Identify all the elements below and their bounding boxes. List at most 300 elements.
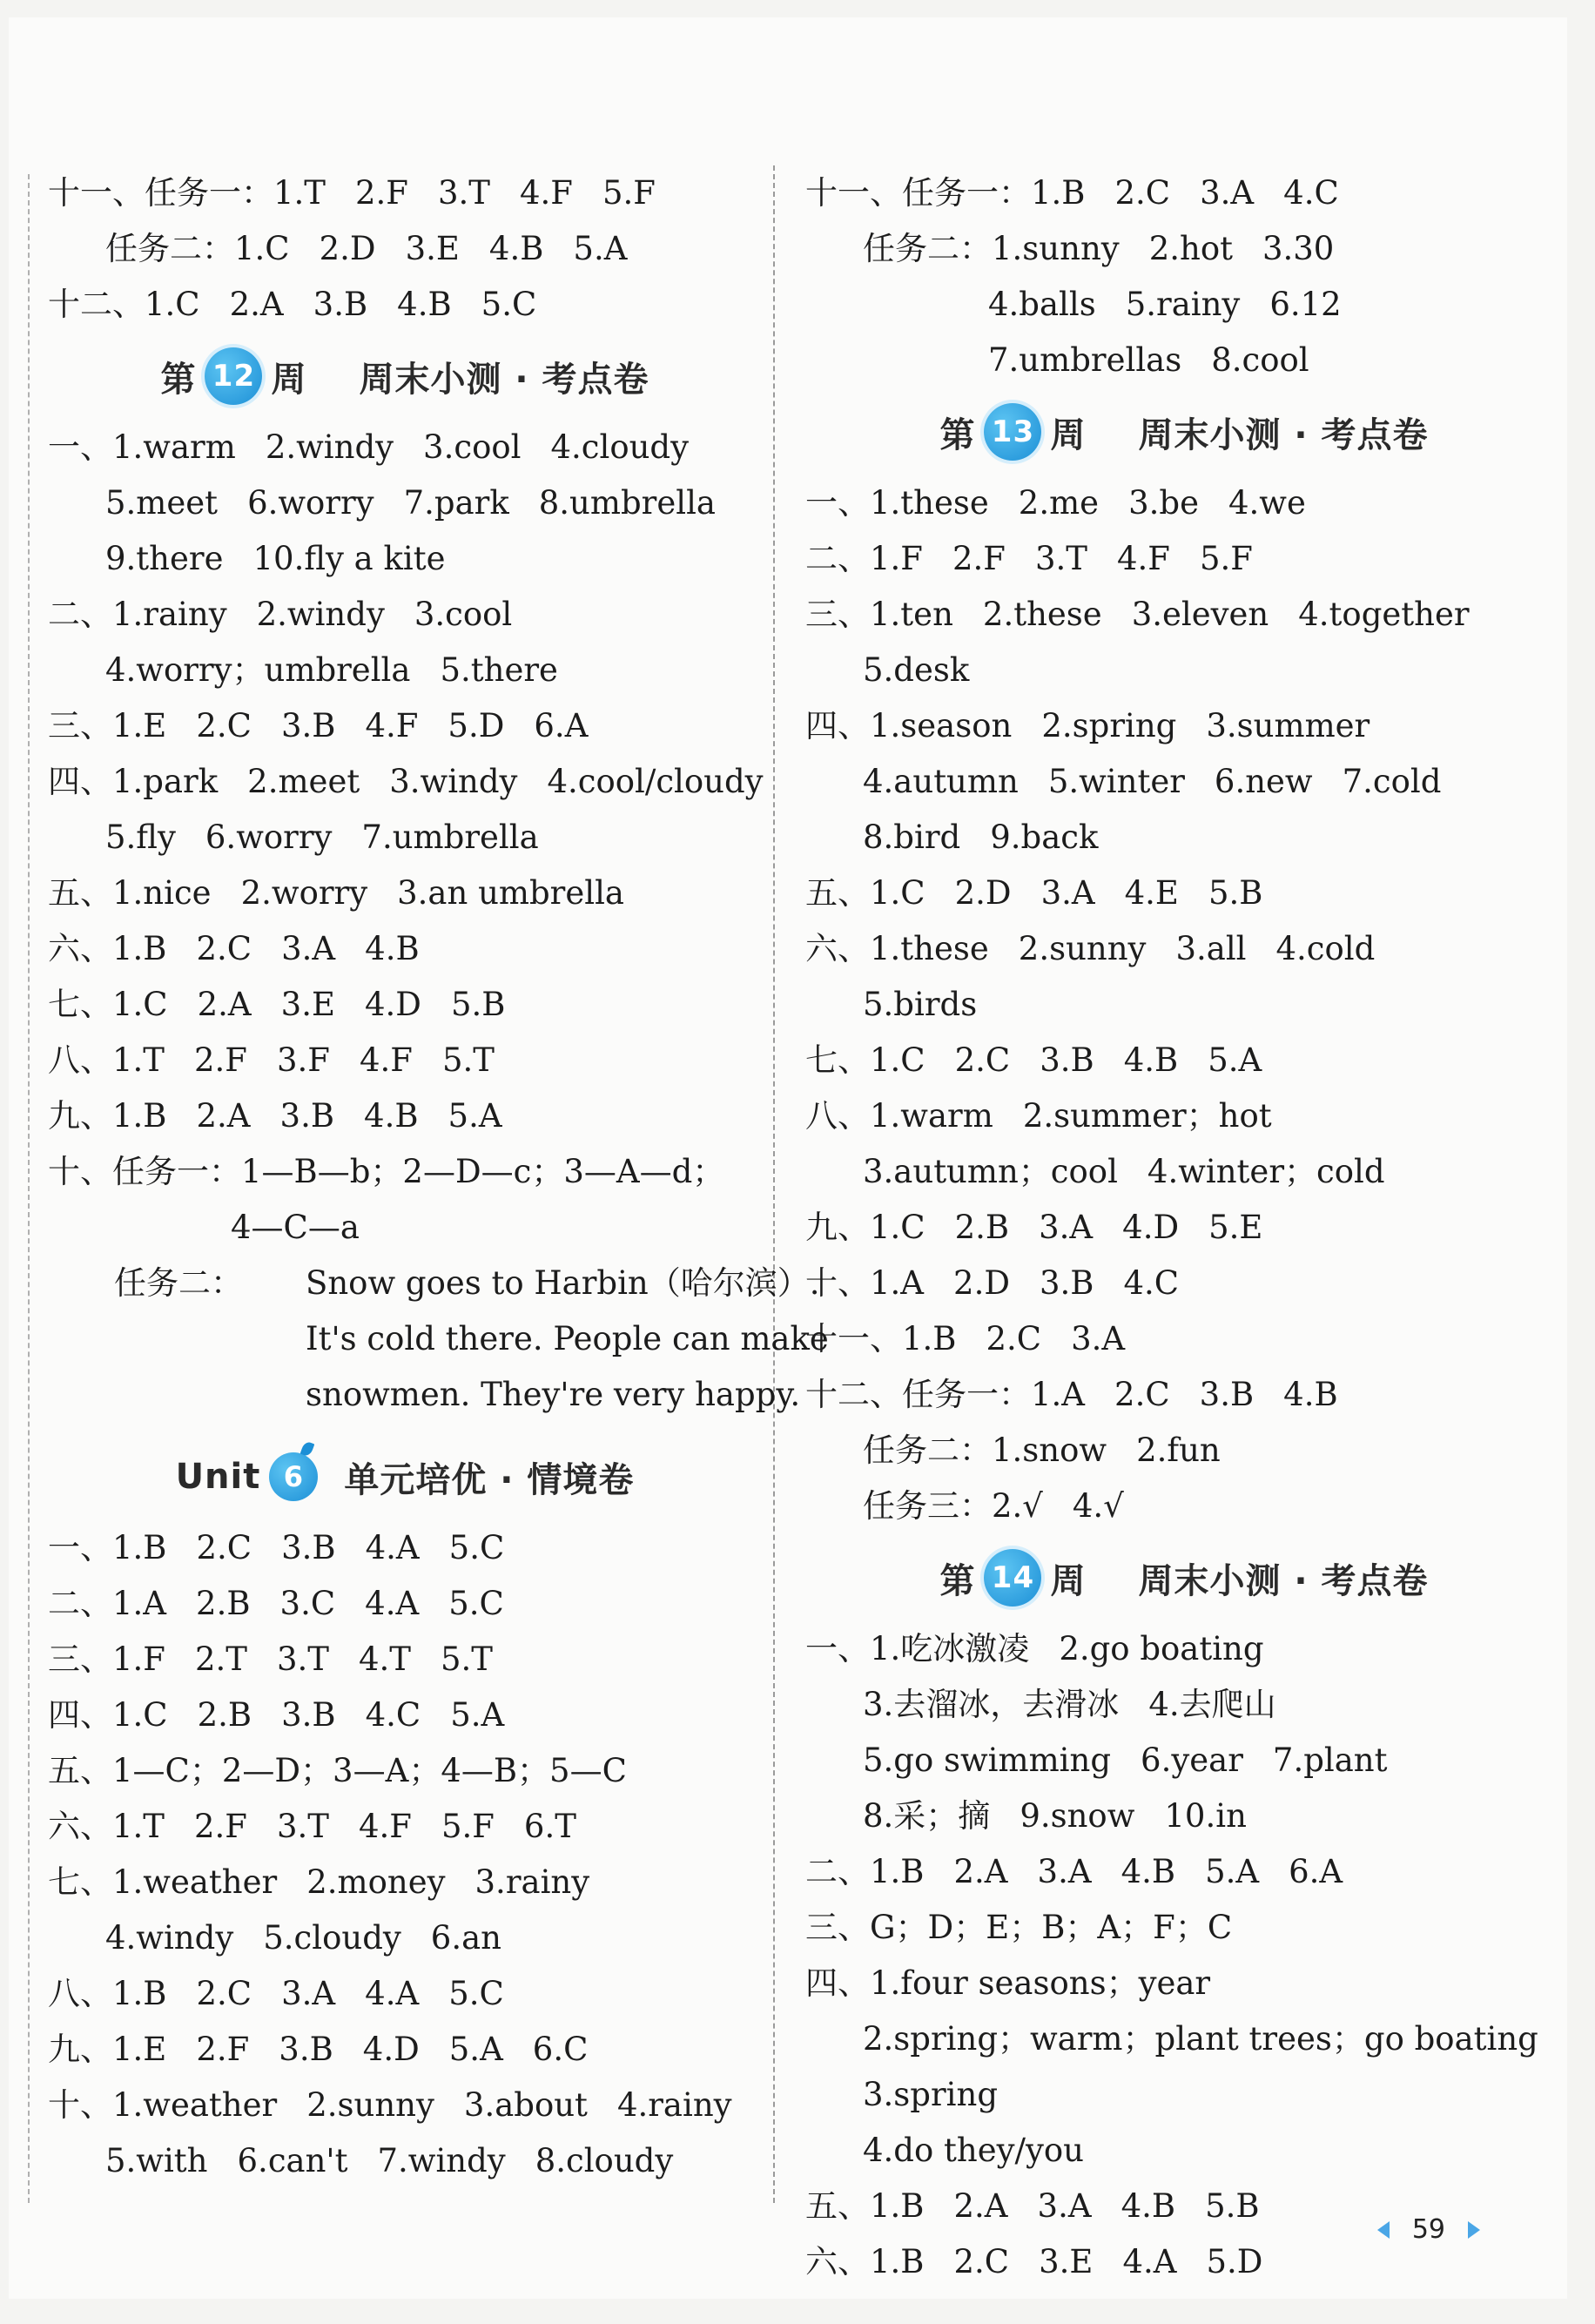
answer-line: [48, 420, 762, 475]
left-column: [48, 165, 829, 2189]
answer-line: [48, 866, 762, 921]
answer-line: [48, 165, 762, 221]
page-number: 59: [1411, 2214, 1445, 2245]
answer-item: 5.D: [448, 707, 505, 744]
answer-item: 6.A: [1289, 1853, 1343, 1890]
answer-item: 3.about: [463, 2086, 588, 2124]
answer-item: 1.A: [870, 1264, 925, 1302]
answer-item: 1.B: [112, 930, 167, 967]
answer-item: 3.E: [405, 230, 460, 267]
answer-item: 3.cool: [414, 596, 513, 633]
answer-line: [805, 810, 1563, 866]
answer-item: 2.C: [196, 707, 252, 744]
answer-item: 3.A: [1071, 1320, 1126, 1357]
section-label: 一、: [805, 1630, 870, 1667]
answer-item: 1.C: [145, 286, 200, 323]
answer-item: 4.windy: [105, 1919, 234, 1957]
answer-item: 4.B: [397, 286, 452, 323]
answer-item: 5.C: [448, 1529, 505, 1566]
answer-line: [48, 587, 762, 643]
section-label: 一、: [48, 1529, 112, 1566]
answer-item: 1.E: [112, 707, 167, 744]
section-label: 六、: [48, 1808, 112, 1845]
answer-item: 4.E: [1124, 874, 1179, 912]
answer-line: [805, 1788, 1563, 1844]
answer-item: 2.B: [196, 1585, 251, 1622]
answer-item: 5.B: [450, 986, 506, 1023]
answer-item: 4.B: [488, 230, 544, 267]
answer-item: 5.there: [440, 651, 558, 689]
answer-item: 1.F: [112, 1640, 165, 1678]
answer-item: 4.C: [1123, 1264, 1180, 1302]
answer-line: [805, 866, 1563, 921]
answer-line: [48, 921, 762, 977]
answer-item: 5.rainy: [1125, 286, 1241, 323]
answer-item: 2.F: [196, 2031, 250, 2068]
answer-item: 5.A: [448, 1097, 502, 1135]
answer-item: 3.30: [1262, 230, 1335, 267]
answer-item: 3.B: [281, 1696, 336, 1734]
answer-item: 2.√: [992, 1487, 1043, 1525]
answer-line: [805, 1088, 1563, 1144]
answer-item: 1.rainy: [112, 596, 227, 633]
section-label: 七、: [48, 1863, 112, 1901]
answer-item: 4.B: [1121, 1853, 1176, 1890]
answer-line: [48, 977, 762, 1033]
answer-item: 2.C: [986, 1320, 1042, 1357]
answer-item: 5.fly: [105, 818, 176, 856]
answer-item: 1.sunny: [992, 230, 1120, 267]
week-number-badge: 14: [984, 1549, 1041, 1607]
section-label: 十二、任务一：: [805, 1376, 1031, 1413]
answer-item: 1.B: [870, 2187, 925, 2225]
answer-item: 2.A: [953, 1853, 1008, 1890]
section-label: 十、: [48, 2086, 112, 2124]
answer-item: 2.A: [953, 2187, 1008, 2225]
answer-line: [48, 1966, 762, 2022]
section-label: 五、: [48, 874, 112, 912]
answer-line: [805, 2123, 1563, 2179]
answer-line: [805, 1256, 1563, 1311]
answer-line: [805, 1033, 1563, 1088]
answer-item: 1.E: [112, 2031, 167, 2068]
section-label: 任务二：: [863, 1431, 992, 1469]
section-label: 十、任务一：: [48, 1153, 241, 1190]
answer-item: 4.C: [1283, 174, 1339, 212]
answer-item: 1.C: [870, 874, 925, 912]
answer-item: 3.A: [1039, 1209, 1094, 1246]
answer-item: 5.F: [1199, 540, 1253, 577]
answer-line: [805, 1423, 1563, 1479]
answer-item: 2.A: [229, 286, 284, 323]
answer-item: G；D；E；B；A；F；C: [870, 1909, 1233, 1946]
answer-item: 2.summer；hot: [1022, 1097, 1272, 1135]
answer-item: 2.meet: [247, 763, 360, 800]
answer-item: 4.F: [1116, 540, 1170, 577]
answer-item: 1.weather: [112, 1863, 278, 1901]
answer-line: [805, 1311, 1563, 1367]
answer-line: [48, 643, 762, 698]
answer-item: 1.nice: [112, 874, 212, 912]
answer-item: 4.B: [1123, 1041, 1179, 1079]
answer-item: 9.snow: [1020, 1797, 1135, 1835]
answer-item: 7.umbrellas: [988, 341, 1182, 379]
answer-line: [805, 531, 1563, 587]
answer-item: 1.ten: [870, 596, 953, 633]
answer-item: 2.D: [953, 1264, 1010, 1302]
answer-item: 4.rainy: [616, 2086, 732, 2124]
answer-item: 4.F: [519, 174, 573, 212]
answer-item: 3.T: [276, 1640, 329, 1678]
answer-line: [805, 1200, 1563, 1256]
answer-line: [805, 587, 1563, 643]
answer-item: 5.B: [1205, 2187, 1260, 2225]
answer-item: 1.B: [870, 2243, 925, 2280]
answer-item: 3.autumn；cool: [863, 1153, 1118, 1190]
section-label: 十一、任务一：: [48, 174, 273, 212]
answer-line: [805, 333, 1563, 388]
answer-item: 2.F: [193, 1041, 247, 1079]
answer-item: 3.eleven: [1131, 596, 1269, 633]
answer-line: [48, 1632, 762, 1687]
section-label: 三、: [805, 596, 870, 633]
answer-item: 6.can't: [237, 2142, 348, 2179]
answer-item: 3.be: [1128, 484, 1199, 522]
answer-line: [48, 2078, 762, 2133]
answer-line: [48, 1743, 762, 1799]
answer-item: 5.with: [105, 2142, 208, 2179]
section-label: 二、: [48, 1585, 112, 1622]
answer-item: 2.sunny: [306, 2086, 434, 2124]
answer-line: [48, 810, 762, 866]
answer-item: 1.these: [870, 930, 989, 967]
answer-item: 6.C: [532, 2031, 589, 2068]
answer-item: 1.F: [870, 540, 923, 577]
answer-item: 1.T: [112, 1041, 165, 1079]
answer-item: 7.windy: [377, 2142, 506, 2179]
answer-item: 5.A: [573, 230, 628, 267]
answer-item: 2.windy: [265, 428, 394, 466]
answer-line: [48, 1088, 762, 1144]
answer-line: [48, 531, 762, 587]
answer-line: [805, 754, 1563, 810]
answer-item: 4—C—a: [231, 1209, 360, 1246]
answer-line: [805, 1900, 1563, 1956]
section-label: 一、: [805, 484, 870, 522]
answer-line: [805, 1844, 1563, 1900]
section-label: 八、: [805, 1097, 870, 1135]
answer-item: 4.cloudy: [550, 428, 690, 466]
answer-item: 1.weather: [112, 2086, 278, 2124]
section-label: 四、: [805, 707, 870, 744]
answer-item: 5.C: [448, 1975, 504, 2012]
section-label: 十一、任务一：: [805, 174, 1031, 212]
answer-line: [805, 475, 1563, 531]
answer-item: 6.an: [430, 1919, 501, 1957]
answer-item: 2.these: [982, 596, 1102, 633]
answer-item: 2.spring；warm；plant trees；go boating: [863, 2020, 1538, 2058]
answer-item: 1.snow: [992, 1431, 1107, 1469]
answer-item: 2.C: [196, 1975, 252, 2012]
answer-line: [805, 1733, 1563, 1788]
page-footer: [1377, 2214, 1480, 2245]
answer-item: 5.F: [602, 174, 656, 212]
answer-item: 7.cold: [1342, 763, 1442, 800]
week-number-badge: 13: [984, 403, 1041, 461]
answer-item: 3.A: [1040, 874, 1095, 912]
section-label: 五、: [48, 1752, 112, 1789]
answer-line: [805, 165, 1563, 221]
answer-item: 1.season: [870, 707, 1013, 744]
answer-line: [805, 643, 1563, 698]
answer-item: 4.together: [1298, 596, 1470, 633]
answer-page: [9, 17, 1567, 2299]
answer-item: 2.F: [193, 1808, 247, 1845]
answer-item: 6.A: [534, 707, 589, 744]
section-label: 十二、: [48, 286, 145, 323]
answer-item: 2.windy: [256, 596, 385, 633]
answer-item: 9.back: [990, 818, 1099, 856]
answer-line: [805, 277, 1563, 333]
section-label: 六、: [48, 930, 112, 967]
answer-item: 5.desk: [863, 651, 970, 689]
answer-item: 3.C: [279, 1585, 336, 1622]
heading-prefix: 第: [160, 359, 197, 400]
section-label: 八、: [48, 1041, 112, 1079]
section-label: 九、: [805, 1209, 870, 1246]
answer-line: [48, 277, 762, 333]
answer-item: 5.C: [481, 286, 537, 323]
answer-line: [805, 1677, 1563, 1733]
answer-item: 4.D: [1122, 1209, 1180, 1246]
answer-item: 2.me: [1018, 484, 1100, 522]
answer-item: 4.B: [1121, 2187, 1176, 2225]
triangle-left-icon: [1377, 2221, 1390, 2239]
answer-line: [805, 1367, 1563, 1423]
answer-item: 5.E: [1208, 1209, 1263, 1246]
answer-line: [805, 2067, 1563, 2123]
answer-item: 1.B: [870, 1853, 925, 1890]
answer-item: 3.B: [280, 707, 336, 744]
answer-line: [48, 221, 762, 277]
section-label: 二、: [805, 540, 870, 577]
answer-item: 1.B: [112, 1529, 167, 1566]
answer-item: 1.C: [870, 1041, 925, 1079]
answer-line: [48, 754, 762, 810]
answer-item: 2.D: [319, 230, 376, 267]
answer-item: 2.C: [1114, 174, 1171, 212]
answer-line: [48, 1144, 762, 1200]
answer-line: [48, 1576, 762, 1632]
answer-item: 3.B: [281, 1529, 336, 1566]
unit-6-heading: [48, 1433, 762, 1520]
answer-item: 1—B—b；2—D—c；3—A—d；: [241, 1153, 725, 1190]
answer-item: 4.cold: [1275, 930, 1376, 967]
task2-paragraph: 任务二： Snow goes to Harbin（哈尔滨）. It's cold there. People can make snowmen. They're very happy.: [114, 1264, 829, 1413]
section-label: 四、: [48, 1696, 112, 1734]
answer-item: 3.E: [280, 986, 335, 1023]
answer-item: 5.A: [1205, 1853, 1260, 1890]
answer-item: 4.F: [365, 707, 419, 744]
answer-item: 4.T: [358, 1640, 411, 1678]
answer-item: 5.winter: [1047, 763, 1185, 800]
section-label: 四、: [805, 1964, 870, 2002]
answer-item: 4.A: [365, 1975, 420, 2012]
answer-item: 3.cool: [423, 428, 522, 466]
answer-item: 2.C: [196, 1529, 252, 1566]
answer-item: 2.spring: [1041, 707, 1177, 744]
answer-item: 3.all: [1175, 930, 1247, 967]
answer-item: 2.B: [197, 1696, 252, 1734]
week-14-heading: [805, 1534, 1563, 1621]
section-label: 五、: [805, 874, 870, 912]
answer-line: [805, 977, 1563, 1033]
section-label: 九、: [48, 1097, 112, 1135]
answer-item: 4.去爬山: [1148, 1686, 1276, 1723]
answer-item: 4.B: [1283, 1376, 1338, 1413]
answer-item: 7.umbrella: [361, 818, 539, 856]
answer-item: 2.F: [354, 174, 408, 212]
answer-item: 3.rainy: [474, 1863, 590, 1901]
section-label: 任务二：: [863, 230, 992, 267]
section-label: 九、: [48, 2031, 112, 2068]
section-label: 三、: [805, 1909, 870, 1946]
heading-title: 周末小测 · 考点卷: [359, 359, 649, 400]
section-label: 十一、: [805, 1320, 902, 1357]
heading-suffix: 周: [1050, 1560, 1087, 1601]
answer-item: 4.D: [364, 986, 421, 1023]
answer-item: 1.C: [112, 1696, 168, 1734]
answer-item: 3.spring: [863, 2076, 999, 2113]
answer-item: 3.E: [1039, 2243, 1094, 2280]
answer-item: 5.D: [1206, 2243, 1263, 2280]
answer-item: 4.autumn: [863, 763, 1019, 800]
answer-item: 1.A: [112, 1585, 167, 1622]
unit-number-badge: 6: [269, 1452, 318, 1501]
answer-item: 3.B: [1199, 1376, 1255, 1413]
section-label: 八、: [48, 1975, 112, 2012]
heading-prefix: 第: [939, 1560, 976, 1601]
answer-item: 5.A: [1208, 1041, 1262, 1079]
section-label: 十、: [805, 1264, 870, 1302]
heading-title: 周末小测 · 考点卷: [1138, 1560, 1429, 1601]
answer-item: 5.A: [450, 1696, 505, 1734]
answer-item: 8.umbrella: [538, 484, 716, 522]
answer-item: 1.B: [112, 1097, 167, 1135]
section-label: 四、: [48, 763, 112, 800]
answer-item: 5.F: [441, 1808, 495, 1845]
answer-item: 4.A: [1122, 2243, 1177, 2280]
answer-item: 4.balls: [988, 286, 1096, 323]
answer-item: 2.T: [194, 1640, 247, 1678]
section-label: 三、: [48, 1640, 112, 1678]
answer-item: 3.A: [1037, 1853, 1092, 1890]
answer-line: [48, 2022, 762, 2078]
answer-item: 5.T: [440, 1640, 493, 1678]
answer-item: 1.four seasons；year: [870, 1964, 1211, 2002]
answer-item: 3.A: [281, 1975, 336, 2012]
answer-item: 8.cool: [1211, 341, 1309, 379]
answer-item: 6.new: [1214, 763, 1313, 800]
answer-line: [48, 698, 762, 754]
answer-item: 1.warm: [112, 428, 236, 466]
answer-item: 5.C: [448, 1585, 504, 1622]
answer-item: 2.hot: [1148, 230, 1233, 267]
answer-item: 2.F: [952, 540, 1006, 577]
answer-item: 3.A: [1037, 2187, 1092, 2225]
heading-suffix: 周: [271, 359, 307, 400]
answer-line: [805, 2011, 1563, 2067]
answer-item: 2.C: [953, 2243, 1010, 2280]
heading-title: 周末小测 · 考点卷: [1138, 414, 1429, 455]
answer-line: [48, 1855, 762, 1910]
answer-line: [805, 1956, 1563, 2011]
answer-item: 7.park: [403, 484, 509, 522]
answer-item: 2.C: [954, 1041, 1011, 1079]
answer-line: [805, 921, 1563, 977]
answer-item: 3.去溜冰，去滑冰: [863, 1686, 1120, 1723]
answer-item: 1.C: [870, 1209, 925, 1246]
answer-item: 1.warm: [870, 1097, 993, 1135]
answer-item: 6.T: [523, 1808, 576, 1845]
answer-item: 3.an umbrella: [397, 874, 624, 912]
answer-item: 3.T: [1034, 540, 1087, 577]
answer-line: [48, 1799, 762, 1855]
heading-prefix: Unit: [175, 1457, 261, 1497]
section-label: 三、: [48, 707, 112, 744]
answer-line: [805, 1621, 1563, 1677]
answer-item: 2.worry: [240, 874, 368, 912]
answer-item: 1.park: [112, 763, 219, 800]
answer-item: 7.plant: [1272, 1741, 1388, 1779]
answer-line: [48, 1033, 762, 1088]
answer-item: 4.we: [1228, 484, 1306, 522]
right-column: [805, 165, 1563, 2290]
answer-item: 4.A: [365, 1529, 420, 1566]
answer-item: 2.D: [954, 874, 1012, 912]
answer-item: 1.B: [1031, 174, 1086, 212]
heading-prefix: 第: [939, 414, 976, 455]
section-label: 二、: [48, 596, 112, 633]
answer-line: [48, 2133, 762, 2189]
answer-item: 4.F: [359, 1041, 413, 1079]
answer-item: 1.C: [234, 230, 290, 267]
answer-item: 4.B: [364, 1097, 419, 1135]
answer-item: 5.B: [1208, 874, 1263, 912]
week-12-heading: [48, 333, 762, 420]
answer-item: 2.money: [306, 1863, 446, 1901]
answer-item: 3.summer: [1206, 707, 1370, 744]
answer-item: 3.B: [313, 286, 368, 323]
section-label: 一、: [48, 428, 112, 466]
answer-item: 1.T: [273, 174, 326, 212]
answer-line: [48, 1910, 762, 1966]
answer-line: [805, 221, 1563, 277]
answer-item: 1.吃冰激凌: [870, 1630, 1030, 1667]
section-label: 任务二：: [105, 230, 234, 267]
answer-line: [48, 1200, 762, 1256]
answer-item: 4.winter；cold: [1147, 1153, 1385, 1190]
answer-item: 2.A: [197, 986, 252, 1023]
answer-item: 5.birds: [863, 986, 978, 1023]
section-label: 七、: [48, 986, 112, 1023]
section-label: 六、: [805, 930, 870, 967]
answer-item: 3.B: [1040, 1264, 1094, 1302]
answer-item: 2.fun: [1136, 1431, 1221, 1469]
answer-item: 1.C: [112, 986, 168, 1023]
answer-item: 2.sunny: [1018, 930, 1147, 967]
answer-item: 5.T: [441, 1041, 495, 1079]
